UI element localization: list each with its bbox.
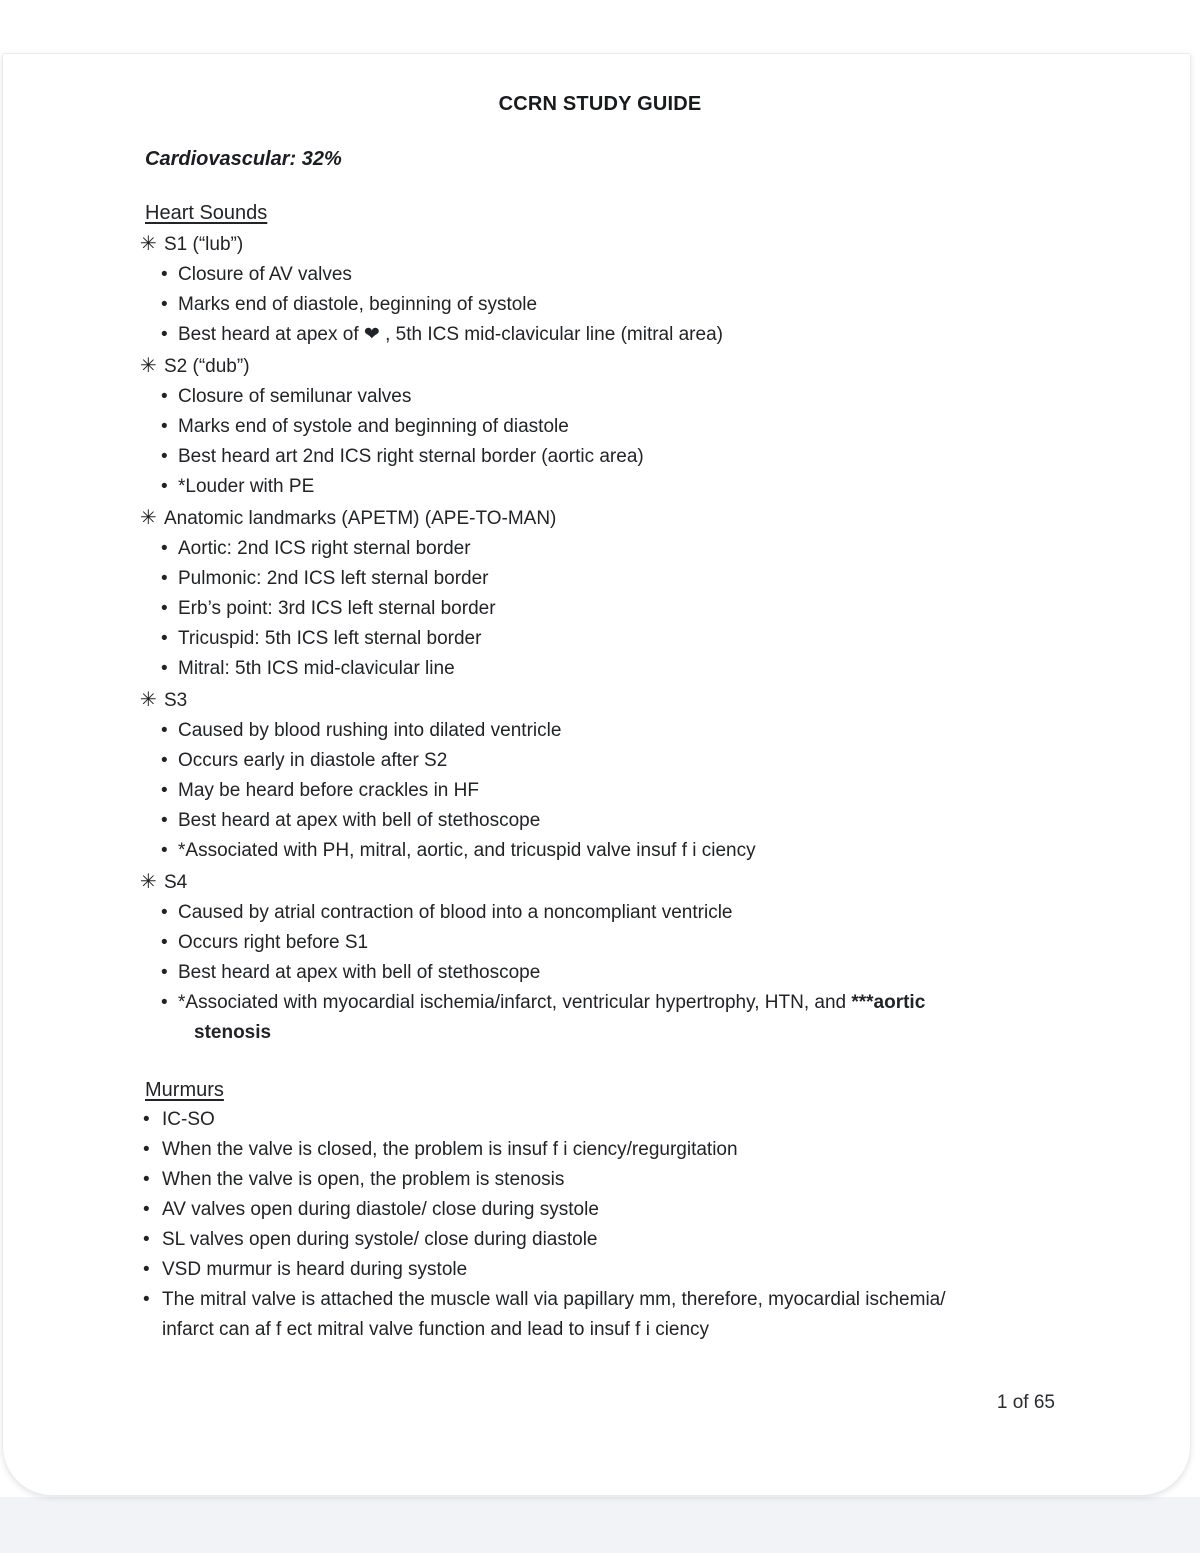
item-text: Closure of semilunar valves (178, 386, 412, 407)
bullet-icon: • (161, 628, 168, 649)
bullet-icon: • (161, 598, 168, 619)
bullet-icon: • (161, 568, 168, 589)
domain-percentage-header: Cardiovascular: 32% (145, 148, 342, 170)
section-heading: Murmurs (145, 1079, 224, 1101)
star-item (140, 866, 1125, 898)
item-text: May be heard before crackles in HF (178, 780, 479, 801)
item-text: Caused by blood rushing into dilated ventricle (178, 720, 562, 741)
item-text: Erb’s point: 3rd ICS left sternal border (178, 598, 496, 619)
item-text: Marks end of systole and beginning of diastole (178, 416, 569, 437)
bullet-item (145, 1195, 1125, 1225)
bullet-icon: • (161, 962, 168, 983)
star-item (140, 502, 1125, 534)
section-heading: Heart Sounds (145, 202, 268, 224)
bullet-item (161, 746, 1125, 776)
item-text: Best heard at apex of ❤︎ , 5th ICS mid-clavicular line (mitral area) (178, 324, 723, 345)
bullet-item (145, 1285, 1125, 1315)
item-text: IC-SO (162, 1109, 215, 1130)
section (145, 1075, 1125, 1345)
bullet-icon: • (161, 780, 168, 801)
bullet-icon: • (161, 324, 168, 345)
item-text: Caused by atrial contraction of blood into a noncompliant ventricle (178, 902, 733, 923)
bullet-item (145, 1225, 1125, 1255)
bullet-icon: • (161, 386, 168, 407)
item-text: Mitral: 5th ICS mid-clavicular line (178, 658, 455, 679)
item-text: S2 (“dub”) (164, 356, 250, 377)
item-text: Occurs right before S1 (178, 932, 369, 953)
star-bullet-icon: ✳︎ (140, 231, 157, 255)
bullet-icon: • (143, 1199, 150, 1220)
item-text: VSD murmur is heard during systole (162, 1259, 468, 1280)
bullet-item (145, 1255, 1125, 1285)
bullet-item (161, 412, 1125, 442)
bullet-icon: • (161, 750, 168, 771)
bullet-item (161, 442, 1125, 472)
bullet-icon: • (161, 538, 168, 559)
item-text: Aortic: 2nd ICS right sternal border (178, 538, 471, 559)
bullet-item (145, 1165, 1125, 1195)
bullet-item (145, 1135, 1125, 1165)
bullet-icon: • (143, 1109, 150, 1130)
bullet-icon: • (161, 416, 168, 437)
item-text: *Associated with PH, mitral, aortic, and tricuspid valve insuf f i ciency (178, 840, 756, 861)
bullet-icon: • (161, 840, 168, 861)
item-text: *Louder with PE (178, 476, 315, 497)
bullet-icon: • (143, 1169, 150, 1190)
bullet-item (161, 716, 1125, 746)
star-bullet-icon: ✳︎ (140, 353, 157, 377)
bullet-icon: • (161, 476, 168, 497)
document-body (140, 198, 1125, 1345)
bullet-icon: • (161, 658, 168, 679)
bullet-icon: • (161, 264, 168, 285)
bullet-icon: • (143, 1139, 150, 1160)
bullet-item (161, 320, 1125, 350)
document-title: CCRN STUDY GUIDE (498, 93, 702, 115)
bullet-icon: • (161, 720, 168, 741)
bullet-item (161, 382, 1125, 412)
item-text: Occurs early in diastole after S2 (178, 750, 448, 771)
item-text: Best heard art 2nd ICS right sternal border (aortic area) (178, 446, 644, 467)
star-bullet-icon: ✳︎ (140, 505, 157, 529)
bullet-item (161, 624, 1125, 654)
item-text: Best heard at apex with bell of stethoscope (178, 962, 541, 983)
bullet-item (161, 958, 1125, 988)
bullet-icon: • (143, 1289, 150, 1310)
item-text: Tricuspid: 5th ICS left sternal border (178, 628, 482, 649)
bullet-icon: • (161, 294, 168, 315)
bullet-icon: • (161, 810, 168, 831)
star-bullet-icon: ✳︎ (140, 687, 157, 711)
item-text: S1 (“lub”) (164, 234, 244, 255)
bullet-item (161, 988, 1125, 1018)
item-text: S3 (164, 690, 188, 711)
star-item (140, 228, 1125, 260)
item-text: Best heard at apex with bell of stethoscope (178, 810, 541, 831)
item-text: Closure of AV valves (178, 264, 352, 285)
item-text: SL valves open during systole/ close during diastole (162, 1229, 598, 1250)
bullet-item (161, 594, 1125, 624)
bullet-icon: • (143, 1229, 150, 1250)
item-text: When the valve is open, the problem is stenosis (162, 1169, 565, 1190)
bullet-item (161, 836, 1125, 866)
item-text: S4 (164, 872, 188, 893)
section (140, 198, 1125, 1048)
item-text-continuation: stenosis (194, 1022, 272, 1043)
item-text-continuation: infarct can af f ect mitral valve function and lead to insuf f i ciency (162, 1319, 710, 1340)
star-item (140, 684, 1125, 716)
item-text: Pulmonic: 2nd ICS left sternal border (178, 568, 489, 589)
bullet-icon: • (161, 446, 168, 467)
bullet-item (161, 472, 1125, 502)
bullet-item (161, 564, 1125, 594)
bullet-icon: • (161, 932, 168, 953)
bullet-item (161, 260, 1125, 290)
star-bullet-icon: ✳︎ (140, 869, 157, 893)
bullet-item (161, 928, 1125, 958)
star-item (140, 350, 1125, 382)
page-number: 1 of 65 (996, 1392, 1055, 1413)
bullet-item (161, 654, 1125, 684)
page-gap-background (0, 1497, 1200, 1553)
item-text: AV valves open during diastole/ close during systole (162, 1199, 599, 1220)
bullet-item (161, 534, 1125, 564)
bullet-item (145, 1105, 1125, 1135)
bullet-item (161, 776, 1125, 806)
bullet-item (161, 290, 1125, 320)
item-text: Anatomic landmarks (APETM) (APE-TO-MAN) (164, 508, 557, 529)
bullet-icon: • (161, 902, 168, 923)
bullet-icon: • (161, 992, 168, 1013)
item-text: When the valve is closed, the problem is insuf f i ciency/regurgitation (162, 1139, 738, 1160)
item-text: *Associated with myocardial ischemia/infarct, ventricular hypertrophy, HTN, and ***aortic (178, 992, 926, 1013)
bullet-item (161, 806, 1125, 836)
item-text: Marks end of diastole, beginning of systole (178, 294, 538, 315)
bullet-icon: • (143, 1259, 150, 1280)
item-text: The mitral valve is attached the muscle wall via papillary mm, therefore, myocardial ischemia/ (162, 1289, 946, 1310)
bullet-item (161, 898, 1125, 928)
